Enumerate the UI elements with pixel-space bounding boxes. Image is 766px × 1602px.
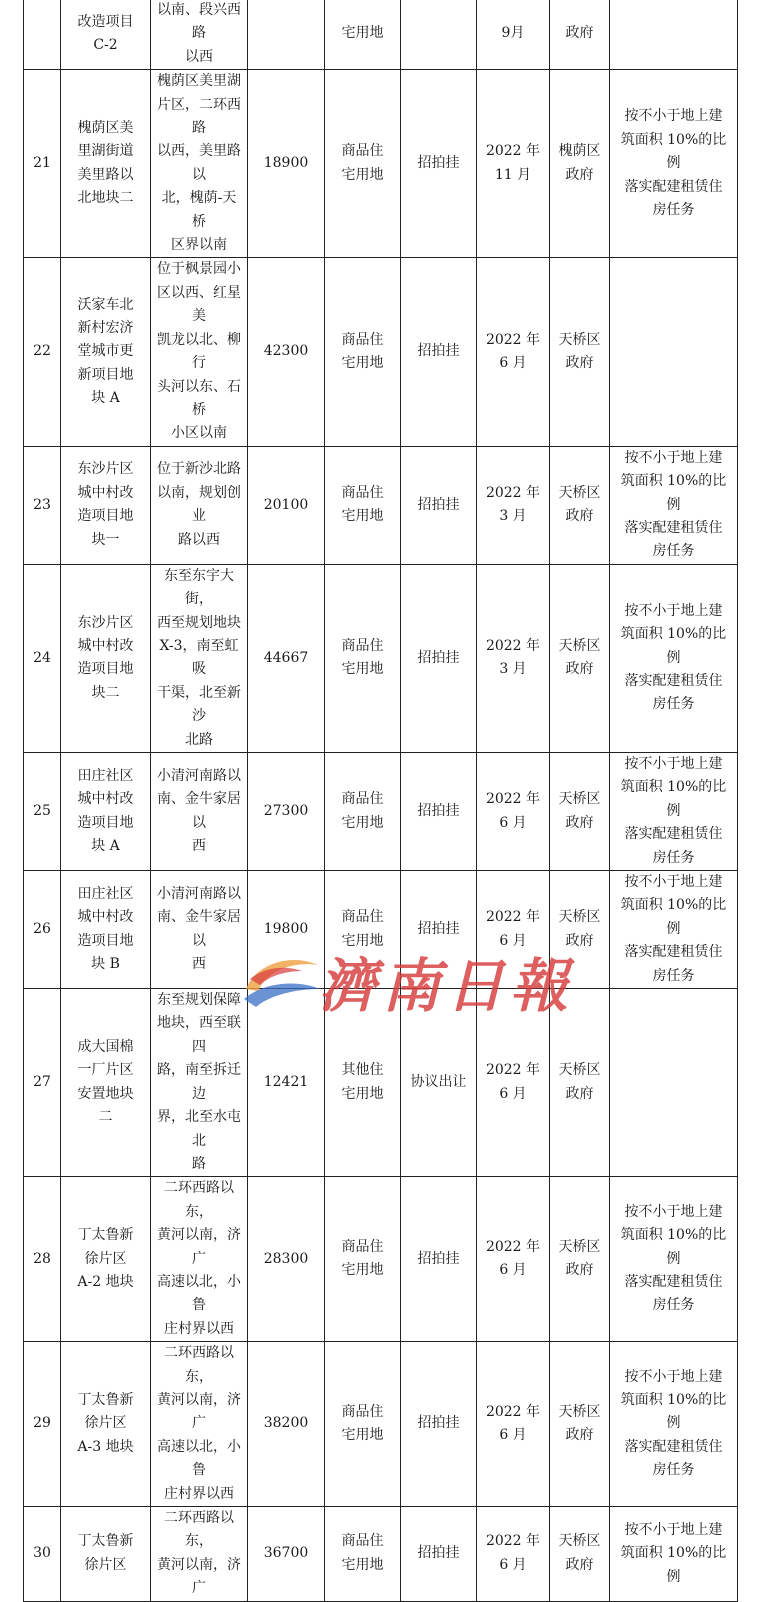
plot-name-cell: 槐荫区美 里湖街道 美里路以 北地块二 <box>61 70 151 258</box>
remark-cell: 按不小于地上建 筑面积 10%的比例 落实配建租赁住 房任务 <box>610 1342 738 1507</box>
table-row <box>24 564 738 752</box>
row-number-cell: 28 <box>24 1177 61 1342</box>
plot-name-cell: 东沙片区 城中村改 造项目地 块二 <box>61 564 151 752</box>
transfer-method-cell: 招拍挂 <box>401 446 477 564</box>
newspaper-watermark <box>240 937 575 1020</box>
plot-name-cell: 改造项目 C-2 <box>61 0 151 70</box>
transfer-method-cell: 招拍挂 <box>401 258 477 446</box>
plot-area-cell <box>248 0 325 70</box>
transfer-method-cell: 招拍挂 <box>401 1177 477 1342</box>
supply-time-cell: 2022 年 6 月 <box>477 1507 550 1602</box>
table-row <box>24 1507 738 1602</box>
table-row <box>24 1342 738 1507</box>
table-row <box>24 753 738 871</box>
table-row <box>24 0 738 70</box>
plot-name-cell: 丁太鲁新 徐片区 A-3 地块 <box>61 1342 151 1507</box>
row-number-cell: 24 <box>24 564 61 752</box>
remark-cell: 按不小于地上建 筑面积 10%的比例 落实配建租赁住 房任务 <box>610 871 738 989</box>
plot-area-cell: 28300 <box>248 1177 325 1342</box>
plot-name-cell: 沃家车北 新村宏济 堂城市更 新项目地 块 A <box>61 258 151 446</box>
supplier-cell: 天桥区 政府 <box>550 258 610 446</box>
supplier-cell: 天桥区 政府 <box>550 564 610 752</box>
plot-area-cell: 20100 <box>248 446 325 564</box>
supplier-cell: 天桥区 政府 <box>550 1507 610 1602</box>
transfer-method-cell: 招拍挂 <box>401 70 477 258</box>
transfer-method-cell: 招拍挂 <box>401 1342 477 1507</box>
plot-location-cell: 以南、段兴西路 以西 <box>151 0 248 70</box>
supplier-cell: 槐荫区 政府 <box>550 70 610 258</box>
land-use-cell: 商品住 宅用地 <box>325 1342 401 1507</box>
remark-cell <box>610 0 738 70</box>
row-number-cell <box>24 0 61 70</box>
supplier-cell: 政府 <box>550 0 610 70</box>
transfer-method-cell: 招拍挂 <box>401 753 477 871</box>
supplier-cell: 天桥区 政府 <box>550 753 610 871</box>
plot-location-cell: 二环西路以东， 黄河以南，济广 <box>151 1507 248 1602</box>
remark-cell <box>610 258 738 446</box>
remark-cell: 按不小于地上建 筑面积 10%的比例 落实配建租赁住 房任务 <box>610 1177 738 1342</box>
transfer-method-cell: 招拍挂 <box>401 871 477 989</box>
plot-location-cell: 槐荫区美里湖 片区，二环西路 以西，美里路以 北，槐荫-天桥 区界以南 <box>151 70 248 258</box>
table-row <box>24 446 738 564</box>
row-number-cell: 21 <box>24 70 61 258</box>
row-number-cell: 27 <box>24 989 61 1177</box>
land-use-cell: 商品住 宅用地 <box>325 446 401 564</box>
plot-name-cell: 丁太鲁新 徐片区 <box>61 1507 151 1602</box>
plot-area-cell: 38200 <box>248 1342 325 1507</box>
row-number-cell: 23 <box>24 446 61 564</box>
remark-cell <box>610 989 738 1177</box>
row-number-cell: 29 <box>24 1342 61 1507</box>
supplier-cell: 天桥区 政府 <box>550 871 610 989</box>
transfer-method-cell <box>401 0 477 70</box>
supply-time-cell: 2022 年 6 月 <box>477 1342 550 1507</box>
plot-location-cell: 位于新沙北路 以南，规划创业 路以西 <box>151 446 248 564</box>
supply-time-cell: 2022 年 11 月 <box>477 70 550 258</box>
remark-cell: 按不小于地上建 筑面积 10%的比例 落实配建租赁住 房任务 <box>610 564 738 752</box>
plot-location-cell: 小清河南路以 南、金牛家居以 西 <box>151 753 248 871</box>
land-use-cell: 商品住 宅用地 <box>325 70 401 258</box>
plot-name-cell: 成大国棉 一厂片区 安置地块 二 <box>61 989 151 1177</box>
land-use-cell: 商品住 宅用地 <box>325 1177 401 1342</box>
remark-cell: 按不小于地上建 筑面积 10%的比例 <box>610 1507 738 1602</box>
supply-time-cell: 2022 年 6 月 <box>477 871 550 989</box>
table-row <box>24 1177 738 1342</box>
supply-time-cell: 2022 年 6 月 <box>477 989 550 1177</box>
remark-cell: 按不小于地上建 筑面积 10%的比例 落实配建租赁住 房任务 <box>610 753 738 871</box>
supply-time-cell: 2022 年 3 月 <box>477 564 550 752</box>
table-row <box>24 70 738 258</box>
row-number-cell: 26 <box>24 871 61 989</box>
land-use-cell: 商品住 宅用地 <box>325 753 401 871</box>
land-supply-table <box>23 0 738 1602</box>
supplier-cell: 天桥区 政府 <box>550 1177 610 1342</box>
plot-location-cell: 二环西路以东， 黄河以南，济广 高速以北，小鲁 庄村界以西 <box>151 1342 248 1507</box>
plot-area-cell: 42300 <box>248 258 325 446</box>
remark-cell: 按不小于地上建 筑面积 10%的比例 落实配建租赁住 房任务 <box>610 446 738 564</box>
plot-name-cell: 田庄社区 城中村改 造项目地 块 A <box>61 753 151 871</box>
plot-area-cell: 12421 <box>248 989 325 1177</box>
plot-location-cell: 二环西路以东， 黄河以南，济广 高速以北，小鲁 庄村界以西 <box>151 1177 248 1342</box>
watermark-text: 濟南日報 <box>318 952 575 1020</box>
land-use-cell: 商品住 宅用地 <box>325 1507 401 1602</box>
plot-name-cell: 丁太鲁新 徐片区 A-2 地块 <box>61 1177 151 1342</box>
plot-area-cell: 44667 <box>248 564 325 752</box>
plot-location-cell: 东至东宇大街， 西至规划地块 X-3，南至虹吸 干渠，北至新沙 北路 <box>151 564 248 752</box>
land-use-cell: 商品住 宅用地 <box>325 871 401 989</box>
transfer-method-cell: 招拍挂 <box>401 1507 477 1602</box>
land-use-cell: 商品住 宅用地 <box>325 564 401 752</box>
supply-time-cell: 9月 <box>477 0 550 70</box>
land-use-cell: 商品住 宅用地 <box>325 258 401 446</box>
supplier-cell: 天桥区 政府 <box>550 446 610 564</box>
plot-area-cell: 36700 <box>248 1507 325 1602</box>
supplier-cell: 天桥区 政府 <box>550 989 610 1177</box>
plot-name-cell: 东沙片区 城中村改 造项目地 块一 <box>61 446 151 564</box>
plot-area-cell: 19800 <box>248 871 325 989</box>
row-number-cell: 30 <box>24 1507 61 1602</box>
plot-location-cell: 东至规划保障 地块，西至联四 路，南至拆迁边 界，北至水屯北 路 <box>151 989 248 1177</box>
plot-name-cell: 田庄社区 城中村改 造项目地 块 B <box>61 871 151 989</box>
plot-location-cell: 位于枫景园小 区以西、红星美 凯龙以北、柳行 头河以东、石桥 小区以南 <box>151 258 248 446</box>
row-number-cell: 25 <box>24 753 61 871</box>
row-number-cell: 22 <box>24 258 61 446</box>
plot-area-cell: 18900 <box>248 70 325 258</box>
supply-time-cell: 2022 年 6 月 <box>477 258 550 446</box>
land-use-cell: 宅用地 <box>325 0 401 70</box>
plot-area-cell: 27300 <box>248 753 325 871</box>
transfer-method-cell: 协议出让 <box>401 989 477 1177</box>
table-row <box>24 258 738 446</box>
swirl-logo-icon <box>240 945 322 1011</box>
land-use-cell: 其他住 宅用地 <box>325 989 401 1177</box>
supplier-cell: 天桥区 政府 <box>550 1342 610 1507</box>
supply-time-cell: 2022 年 6 月 <box>477 753 550 871</box>
transfer-method-cell: 招拍挂 <box>401 564 477 752</box>
plot-location-cell: 小清河南路以 南、金牛家居以 西 <box>151 871 248 989</box>
remark-cell: 按不小于地上建 筑面积 10%的比例 落实配建租赁住 房任务 <box>610 70 738 258</box>
supply-time-cell: 2022 年 3 月 <box>477 446 550 564</box>
supply-time-cell: 2022 年 6 月 <box>477 1177 550 1342</box>
